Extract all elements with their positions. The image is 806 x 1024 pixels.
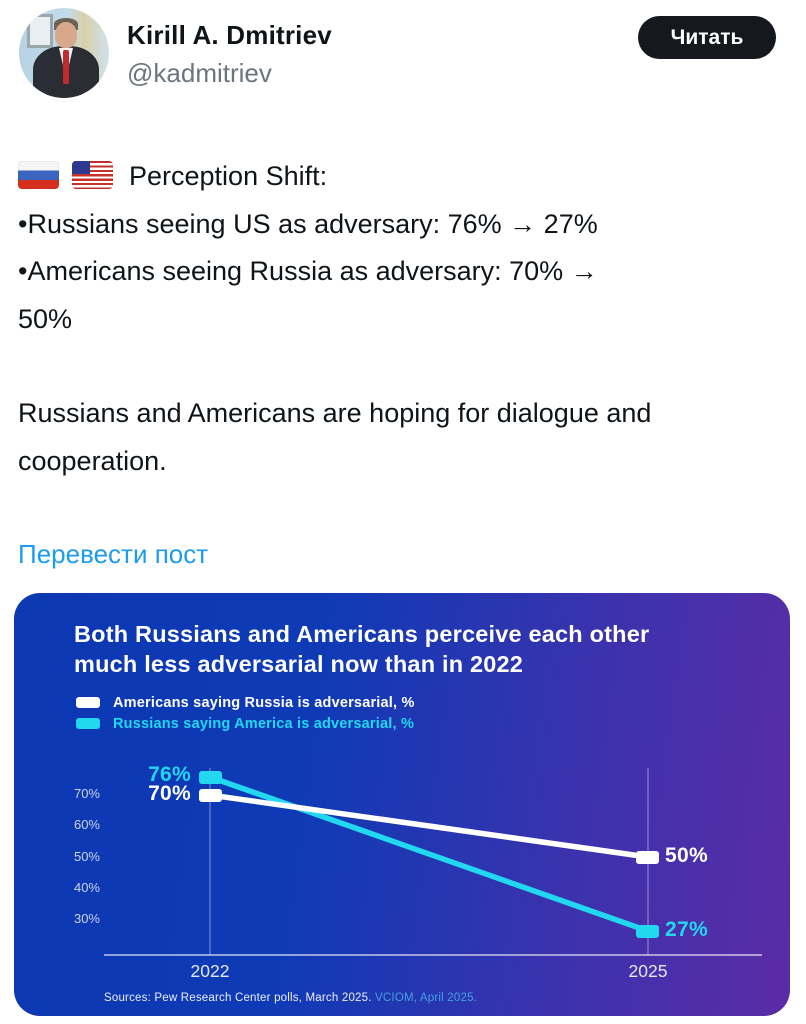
tweet-text <box>18 153 798 343</box>
ytick-60: 60% <box>73 817 100 832</box>
legend-label-russians: Russians saying America is adversarial, % <box>113 715 415 732</box>
xtick-2022: 2022 <box>190 961 230 981</box>
tweet-paragraph: Russians and Americans are hoping for dialogue and cooperation. <box>18 398 652 476</box>
xtick-2025: 2025 <box>628 961 668 981</box>
marker-americans-2022 <box>199 789 222 802</box>
display-name[interactable]: Kirill A. Dmitriev <box>127 20 332 50</box>
chart-source-text: Sources: Pew Research Center polls, March 2025. <box>104 992 372 1004</box>
ytick-40: 40% <box>73 880 100 895</box>
tweet-line-1 <box>18 153 798 201</box>
chart-source <box>104 992 477 1004</box>
point-label-americans-2022: 70% <box>148 782 191 805</box>
chart-title-line-2: much less adversarial now than in 2022 <box>74 651 524 677</box>
avatar[interactable] <box>19 8 109 98</box>
point-label-russians-2022: 76% <box>148 763 191 786</box>
marker-russians-2025 <box>636 925 659 938</box>
point-label-russians-2025: 27% <box>665 918 708 941</box>
marker-russians-2022 <box>199 771 222 784</box>
point-label-americans-2025: 50% <box>665 844 708 867</box>
russia-flag-icon <box>18 161 59 189</box>
chart-image-card[interactable] <box>14 593 790 1016</box>
user-handle[interactable]: @kadmitriev <box>127 58 272 88</box>
ytick-70: 70% <box>73 786 100 801</box>
chart-source-link: VCIOM, April 2025. <box>375 992 478 1004</box>
marker-americans-2025 <box>636 851 659 864</box>
avatar-background-detail <box>27 14 53 48</box>
tweet-line-4: 50% <box>18 303 73 334</box>
ytick-50: 50% <box>73 849 100 864</box>
ytick-30: 30% <box>73 911 100 926</box>
avatar-face <box>55 22 77 48</box>
avatar-tie <box>63 50 69 84</box>
legend-label-americans: Americans saying Russia is adversarial, % <box>113 694 415 711</box>
tweet-line-1-text: Perception Shift: <box>129 161 328 191</box>
russians-series-line <box>210 777 648 931</box>
americans-series-line <box>210 795 648 857</box>
tweet-line-2: •Russians seeing US as adversary: 76% → 27% <box>18 208 598 239</box>
follow-button[interactable]: Читать <box>638 16 776 59</box>
tweet-line-3: •Americans seeing Russia as adversary: 70% → <box>18 256 598 286</box>
chart-title-line-1: Both Russians and Americans perceive each other <box>74 621 650 647</box>
us-flag-icon <box>72 161 113 189</box>
translate-post-link[interactable]: Перевести пост <box>18 539 209 569</box>
